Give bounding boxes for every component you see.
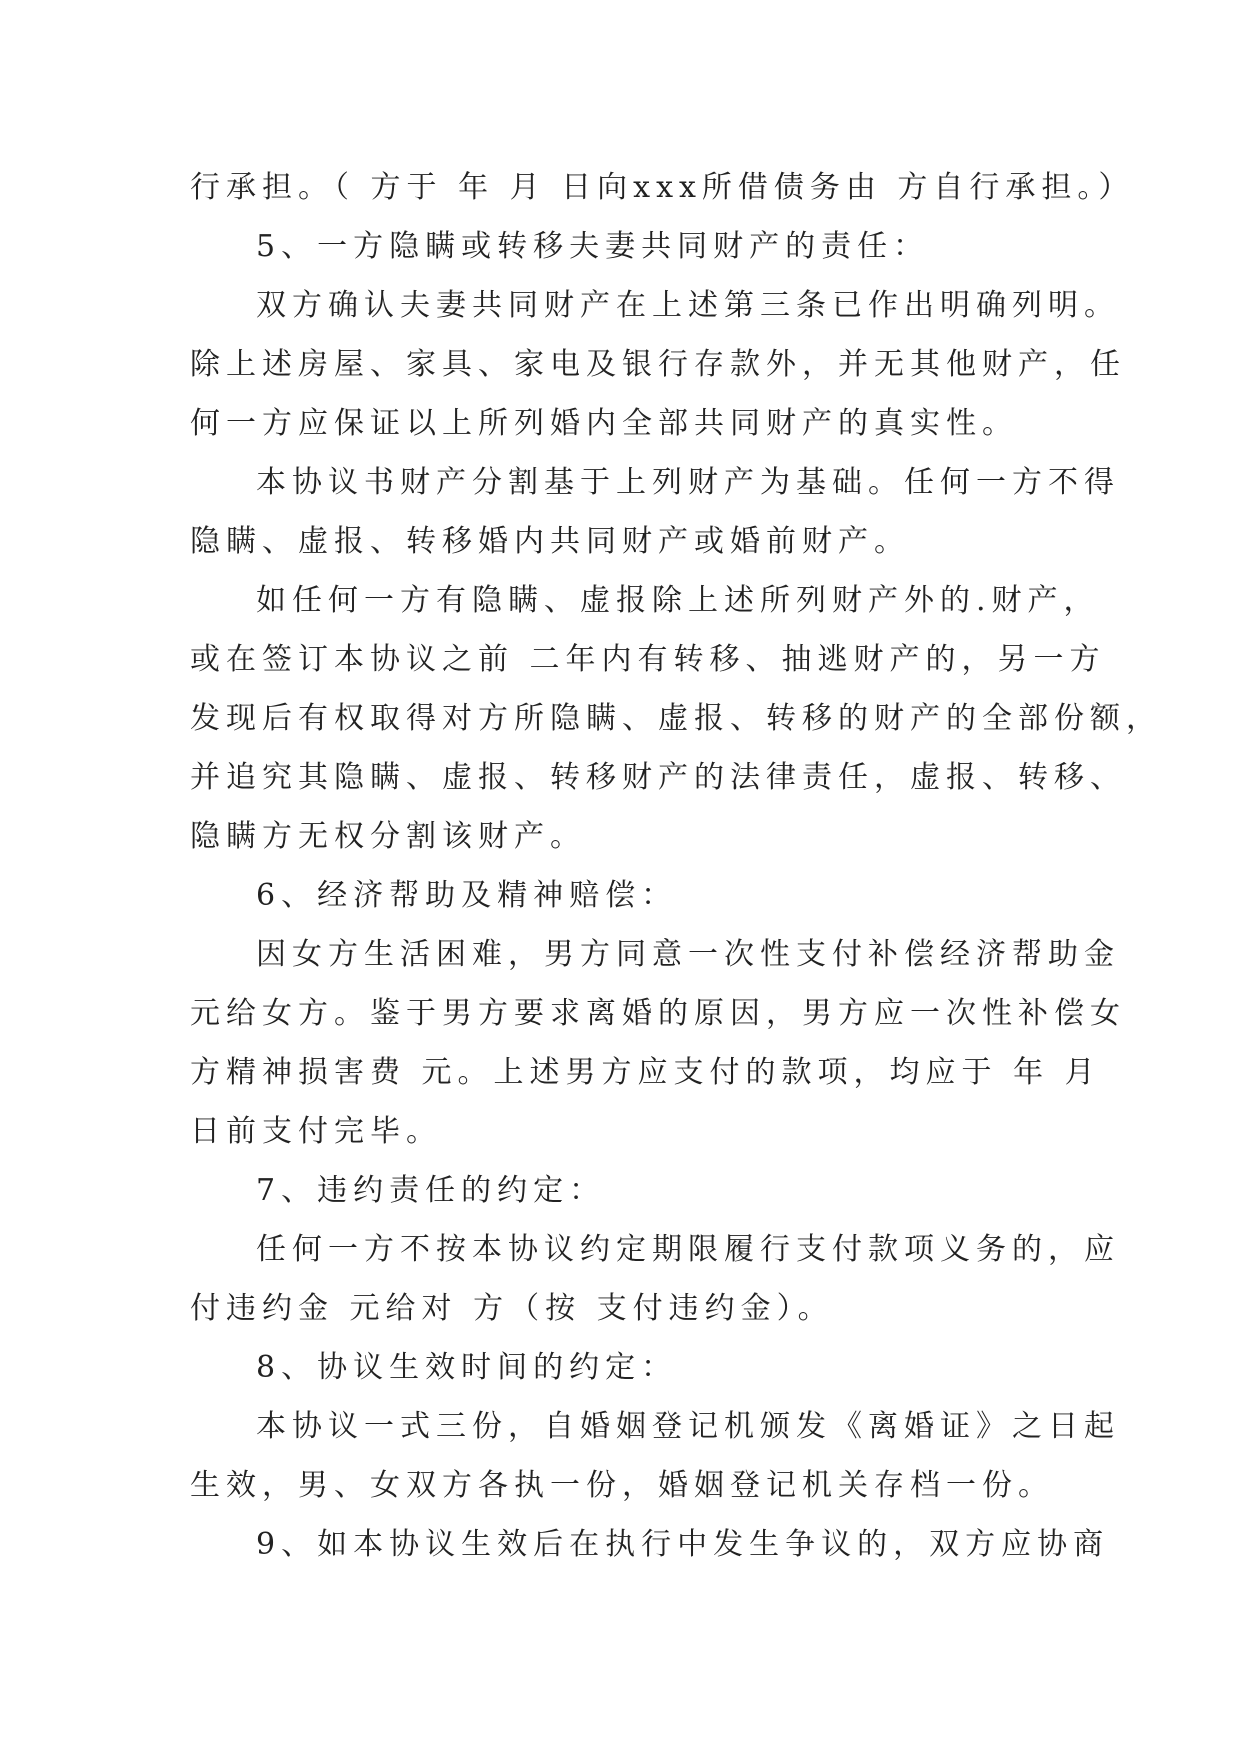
text-line: 7、违约责任的约定： bbox=[256, 1173, 606, 1208]
text-line: 生效，男、女双方各执一份，婚姻登记机关存档一份。 bbox=[190, 1468, 1054, 1503]
text-line: 隐瞒方无权分割该财产。 bbox=[190, 819, 586, 854]
text-line: 除上述房屋、家具、家电及银行存款外，并无其他财产，任 bbox=[190, 347, 1126, 382]
text-line: 6、经济帮助及精神赔偿： bbox=[256, 878, 678, 913]
text-line: 并追究其隐瞒、虚报、转移财产的法律责任，虚报、转移、 bbox=[190, 760, 1126, 795]
text-line: 付违约金 元给对 方（按 支付违约金）。 bbox=[190, 1291, 834, 1326]
agreement-text bbox=[190, 158, 1162, 1574]
text-line: 8、协议生效时间的约定： bbox=[256, 1350, 678, 1385]
text-line: 日前支付完毕。 bbox=[190, 1114, 442, 1149]
text-line: 任何一方不按本协议约定期限履行支付款项义务的，应 bbox=[256, 1232, 1120, 1267]
text-line: 元给女方。鉴于男方要求离婚的原因，男方应一次性补偿女 bbox=[190, 996, 1126, 1031]
text-line: 如任何一方有隐瞒、虚报除上述所列财产外的.财产， bbox=[256, 583, 1100, 618]
text-line: 本协议书财产分割基于上列财产为基础。任何一方不得 bbox=[256, 465, 1120, 500]
text-line: 何一方应保证以上所列婚内全部共同财产的真实性。 bbox=[190, 406, 1018, 441]
text-line: 隐瞒、虚报、转移婚内共同财产或婚前财产。 bbox=[190, 524, 910, 559]
text-line: 或在签订本协议之前 二年内有转移、抽逃财产的，另一方 bbox=[190, 642, 1106, 677]
text-line: 9、如本协议生效后在执行中发生争议的，双方应协商 bbox=[256, 1527, 1110, 1562]
text-line: 行承担。（ 方于 年 月 日向xxx所借债务由 方自行承担。） bbox=[190, 170, 1135, 205]
text-line: 双方确认夫妻共同财产在上述第三条已作出明确列明。 bbox=[256, 288, 1120, 323]
text-line: 5、一方隐瞒或转移夫妻共同财产的责任： bbox=[256, 229, 930, 264]
text-line: 发现后有权取得对方所隐瞒、虚报、转移的财产的全部份额， bbox=[190, 701, 1162, 736]
text-line: 因女方生活困难，男方同意一次性支付补偿经济帮助金 bbox=[256, 937, 1120, 972]
text-line: 方精神损害费 元。上述男方应支付的款项，均应于 年 月 bbox=[190, 1055, 1101, 1090]
text-line: 本协议一式三份，自婚姻登记机颁发《离婚证》之日起 bbox=[256, 1409, 1120, 1444]
